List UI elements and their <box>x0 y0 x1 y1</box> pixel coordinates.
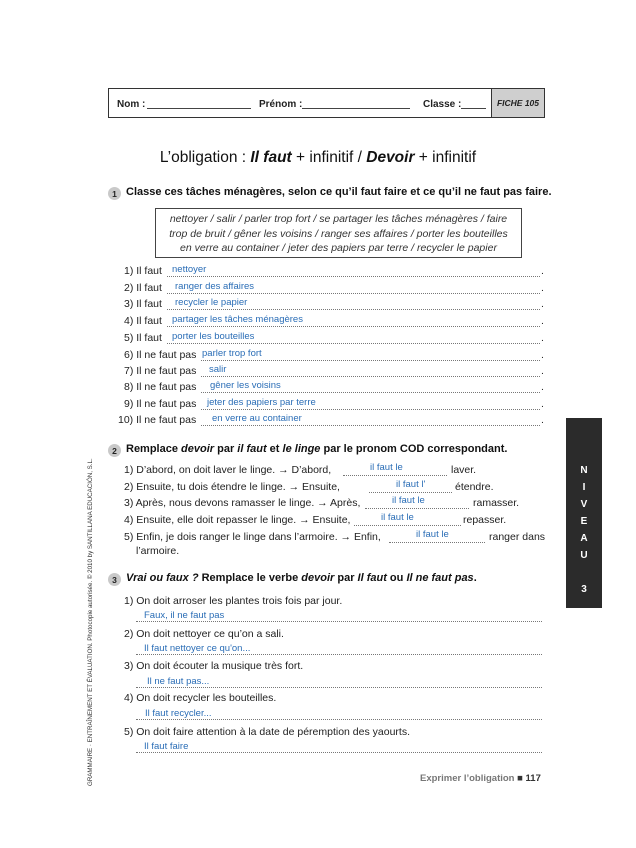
prenom-label: Prénom : <box>259 99 303 110</box>
row-ending: ranger dans <box>489 531 546 543</box>
page-number: 117 <box>525 773 541 784</box>
answer-line[interactable] <box>201 392 540 393</box>
nom-label: Nom : <box>117 99 146 110</box>
title-part: + infinitif / <box>291 149 367 166</box>
title-part: L’obligation : <box>159 149 251 166</box>
answer-line[interactable] <box>201 376 540 377</box>
answer-line[interactable] <box>136 719 542 720</box>
row-continuation: l’armoire. <box>136 545 180 557</box>
row-period: . <box>541 398 544 410</box>
row-period: . <box>541 298 544 310</box>
footer-label: Exprimer l’obligation <box>420 773 515 784</box>
level-letter: V <box>580 499 588 510</box>
row-ending: laver. <box>451 464 477 476</box>
exercise-instruction: Classe ces tâches ménagères, selon ce qu’il faut faire et ce qu’il ne faut pas faire. <box>126 186 552 198</box>
handwritten-answer: il faut le <box>381 512 414 523</box>
answer-line[interactable] <box>167 343 540 344</box>
row-period: . <box>541 381 544 393</box>
level-letter: 3 <box>581 584 587 595</box>
copyright-vertical: GRAMMAIRE · ENTRAÎNEMENT ET ÉVALUATION. Photocopie autorisée. © 2010 by SANTILLANA EDUCACIÓN, S.L. <box>87 458 94 786</box>
answer-row-label: 7) Il ne faut pas <box>124 365 197 377</box>
level-letter: A <box>580 533 588 544</box>
row-ending: repasser. <box>463 514 507 526</box>
transform-row: 4) Ensuite, elle doit repasser le linge. → Ensuite, <box>124 514 351 526</box>
handwritten-answer: salir <box>209 364 227 375</box>
handwritten-answer: recycler le papier <box>175 297 248 308</box>
handwritten-answer: il faut le <box>392 495 425 506</box>
instr-part: par <box>214 443 238 455</box>
handwritten-answer: Il faut faire <box>144 741 189 752</box>
row-period: . <box>541 365 544 377</box>
word-box-line: nettoyer / salir / parler trop fort / se partager les tâches ménagères / faire <box>169 213 508 225</box>
page-title <box>0 149 636 167</box>
answer-line[interactable] <box>201 360 540 361</box>
exercise-instruction <box>126 443 507 455</box>
answer-row-label: 8) Il ne faut pas <box>124 381 197 393</box>
answer-row-label: 10) Il ne faut pas <box>118 414 197 426</box>
handwritten-answer: Il faut nettoyer ce qu'on... <box>144 643 251 654</box>
level-letter: I <box>582 482 586 493</box>
instr-part: Il ne faut pas <box>406 572 474 584</box>
transform-row: 5) Enfin, je dois ranger le linge dans l’armoire. → Enfin, <box>124 531 381 543</box>
page-footer <box>420 773 541 784</box>
row-period: . <box>541 315 544 327</box>
handwritten-answer: Faux, il ne faut pas <box>144 610 225 621</box>
answer-line[interactable] <box>167 276 540 277</box>
answer-line[interactable] <box>167 326 540 327</box>
answer-row-label: 1) Il faut <box>124 265 162 277</box>
answer-line[interactable] <box>136 621 542 622</box>
instr-part: Remplace <box>126 443 182 455</box>
instr-part: ou <box>386 572 407 584</box>
handwritten-answer: il faut le <box>416 529 449 540</box>
answer-line[interactable] <box>343 475 447 476</box>
level-letter: N <box>580 465 588 476</box>
level-letter <box>566 564 602 581</box>
transform-row: 2) Ensuite, tu dois étendre le linge. → Ensuite, <box>124 481 340 493</box>
true-false-question: 1) On doit arroser les plantes trois fois par jour. <box>124 595 343 607</box>
handwritten-answer: gêner les voisins <box>210 380 281 391</box>
handwritten-answer: partager les tâches ménagères <box>172 314 303 325</box>
handwritten-answer: nettoyer <box>172 264 207 275</box>
classe-line[interactable] <box>461 108 486 109</box>
answer-row-label: 4) Il faut <box>124 315 162 327</box>
answer-line[interactable] <box>389 542 485 543</box>
instr-part: il faut <box>237 443 267 455</box>
answer-line[interactable] <box>136 654 542 655</box>
handwritten-answer: Il ne faut pas... <box>147 676 210 687</box>
instr-part: le linge <box>282 443 321 455</box>
answer-row-label: 6) Il ne faut pas <box>124 349 197 361</box>
instr-part: et <box>266 443 283 455</box>
answer-line[interactable] <box>365 508 469 509</box>
word-box-line: trop de bruit / gêner les voisins / ranger ses affaires / porter les bouteilles <box>169 227 508 240</box>
handwritten-answer: il faut le <box>370 462 403 473</box>
transform-row: 3) Après, nous devons ramasser le linge. → Après, <box>124 497 361 509</box>
instr-part: Il faut <box>357 572 387 584</box>
row-period: . <box>541 332 544 344</box>
instr-part: . <box>473 572 477 584</box>
instr-part: par <box>334 572 358 584</box>
answer-line[interactable] <box>167 293 540 294</box>
instr-part: Vrai ou faux ? <box>126 572 199 584</box>
row-period: . <box>541 265 544 277</box>
row-period: . <box>541 349 544 361</box>
true-false-question: 3) On doit écouter la musique très fort. <box>124 660 304 672</box>
classe-label: Classe : <box>423 99 462 110</box>
instr-part: devoir <box>301 572 335 584</box>
answer-line[interactable] <box>136 687 542 688</box>
handwritten-answer: Il faut recycler... <box>145 708 212 719</box>
level-letter: U <box>580 550 588 561</box>
exercise-number: 2 <box>108 444 121 457</box>
answer-line[interactable] <box>167 309 540 310</box>
handwritten-answer: ranger des affaires <box>175 281 255 292</box>
level-tab <box>566 418 602 608</box>
true-false-question: 4) On doit recycler les bouteilles. <box>124 692 277 704</box>
instr-part: par le pronom COD correspondant. <box>320 443 508 455</box>
handwritten-answer: il faut l' <box>396 479 426 490</box>
handwritten-answer: jeter des papiers par terre <box>207 397 316 408</box>
fiche-badge: FICHE 105 <box>491 89 544 117</box>
answer-line[interactable] <box>201 409 540 410</box>
true-false-question: 5) On doit faire attention à la date de péremption des yaourts. <box>124 726 411 738</box>
exercise-number: 3 <box>108 573 121 586</box>
footer-bullet: ■ <box>517 773 523 784</box>
word-box-line: en verre au container / jeter des papiers par terre / recycler le papier <box>180 242 497 254</box>
answer-line[interactable] <box>369 492 452 493</box>
word-box <box>155 208 522 258</box>
nom-line[interactable] <box>147 108 251 109</box>
row-ending: étendre. <box>455 481 494 493</box>
row-period: . <box>541 282 544 294</box>
answer-line[interactable] <box>136 752 542 753</box>
instr-part: devoir <box>181 443 215 455</box>
header-box <box>108 88 545 118</box>
row-ending: ramasser. <box>473 497 520 509</box>
tab-spacer <box>566 418 602 462</box>
title-part: Il faut <box>250 149 292 166</box>
handwritten-answer: en verre au container <box>212 413 302 424</box>
answer-row-label: 3) Il faut <box>124 298 162 310</box>
handwritten-answer: parler trop fort <box>202 348 262 359</box>
instr-part: Remplace le verbe <box>198 572 302 584</box>
transform-row: 1) D’abord, on doit laver le linge. → D’abord, <box>124 464 332 476</box>
title-part: + infinitif <box>414 149 477 166</box>
answer-row-label: 2) Il faut <box>124 282 162 294</box>
handwritten-answer: porter les bouteilles <box>172 331 255 342</box>
answer-row-label: 9) Il ne faut pas <box>124 398 197 410</box>
answer-line[interactable] <box>354 525 461 526</box>
exercise-instruction <box>126 572 477 584</box>
true-false-question: 2) On doit nettoyer ce qu’on a sali. <box>124 628 284 640</box>
prenom-line[interactable] <box>302 108 410 109</box>
level-letter: E <box>580 516 588 527</box>
exercise-number: 1 <box>108 187 121 200</box>
row-period: . <box>541 414 544 426</box>
answer-row-label: 5) Il faut <box>124 332 162 344</box>
answer-line[interactable] <box>201 425 540 426</box>
title-part: Devoir <box>366 149 415 166</box>
